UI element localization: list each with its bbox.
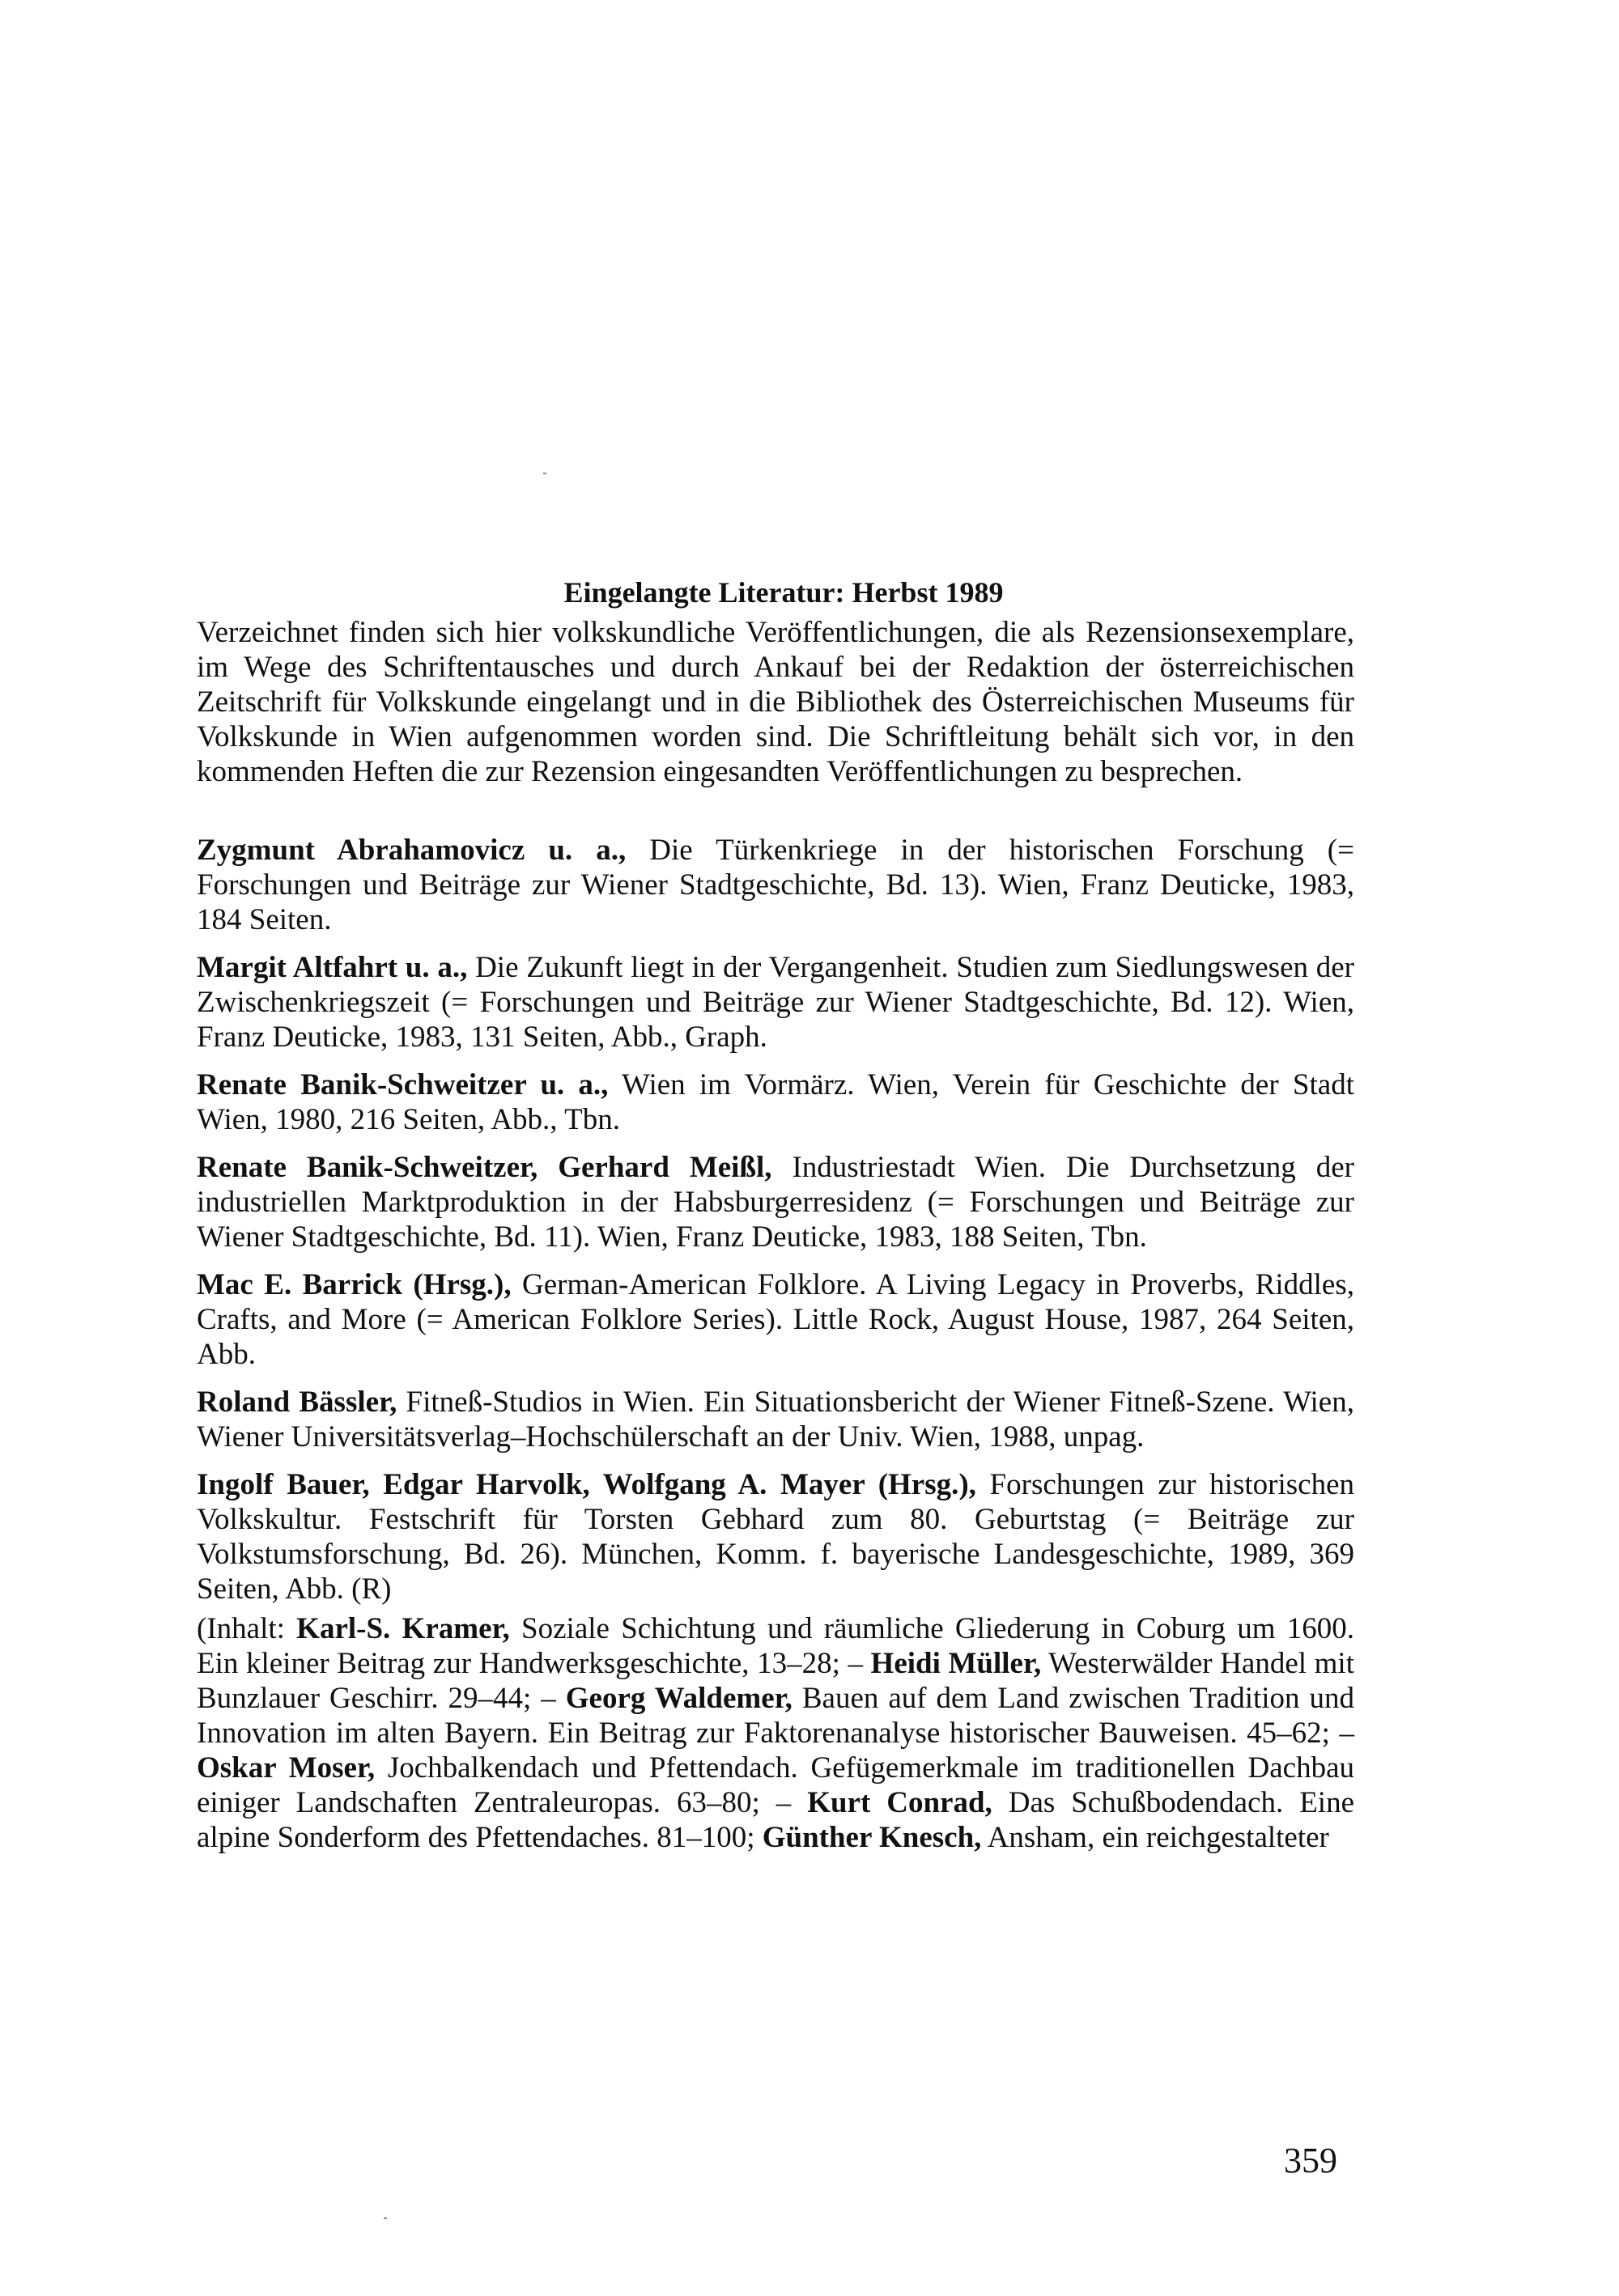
bibliography-entry [197, 950, 1354, 1055]
entry-author: Mac E. Barrick (Hrsg.), [197, 1268, 512, 1301]
entry-author: Margit Altfahrt u. a., [197, 951, 468, 984]
bibliography-entry [197, 1150, 1354, 1254]
entry-author: Roland Bässler, [197, 1386, 397, 1419]
contents-text: Ansham, ein reichgestalteter [981, 1821, 1329, 1854]
contents-author: Karl-S. Kramer, [296, 1612, 510, 1645]
contents-author: Heidi Müller, [870, 1647, 1042, 1680]
contents-text: Das Schußbodendach. Eine alpine Sonderform des Pfettendaches. 81–100; [197, 1786, 1355, 1854]
contents-paragraph [197, 1611, 1354, 1855]
bibliography-list [197, 833, 1354, 1606]
contents-author: Georg Waldemer, [565, 1682, 793, 1715]
bibliography-entry [197, 1385, 1354, 1454]
scan-speck [543, 473, 546, 474]
contents-author: Oskar Moser, [197, 1751, 376, 1785]
scan-speck [384, 2217, 387, 2219]
contents-author: Kurt Conrad, [807, 1786, 992, 1819]
contents-text: Bauen auf dem Land zwischen Tradition und Innovation im alten Bayern. Ein Beitrag zur Faktorenanalyse historischer Bauweisen. 45–62; – [197, 1682, 1354, 1750]
entry-text: Forschungen zur historischen Volkskultur. Festschrift für Torsten Gebhard zum 80. Geburtstag (= Beiträge zur Volkstumsforschung, Bd. 26). München, Komm. f. bayerische Landesgeschichte, 1989, 369 Seiten, Abb. (R) [197, 1468, 1354, 1606]
intro-paragraph: Verzeichnet finden sich hier volkskundliche Veröffentlichungen, die als Rezensionsexemplare, im Wege des Schriftentausches und durch Ankauf bei der Redaktion der österreichischen Zeitschrift für Volkskunde eingelangt und in die Bibliothek des Österreichischen Museums für Volkskunde in Wien aufgenommen worden sind. Die Schriftleitung behält sich vor, in den kommenden Heften die zur Rezension eingesandten Veröffentlichungen zu besprechen. [197, 616, 1354, 788]
contents-text: Westerwälder Handel mit Bunzlauer Geschirr. 29–44; – [197, 1647, 1354, 1715]
entry-author: Renate Banik-Schweitzer, Gerhard Meißl, [197, 1151, 772, 1184]
entry-text: German-American Folklore. A Living Legacy in Proverbs, Riddles, Crafts, and More (= American Folklore Series). Little Rock, August House, 1987, 264 Seiten, Abb. [197, 1268, 1354, 1371]
contents-text: Jochbalkendach und Pfettendach. Gefügemerkmale im traditionellen Dachbau einiger Landschaften Zentraleuropas. 63–80; – [197, 1751, 1355, 1819]
entry-author: Ingolf Bauer, Edgar Harvolk, Wolfgang A. Mayer (Hrsg.), [197, 1468, 976, 1501]
entry-text: Fitneß-Studios in Wien. Ein Situationsbericht der Wiener Fitneß-Szene. Wien, Wiener Universitätsverlag–Hochschülerschaft an der Univ. Wien, 1988, unpag. [197, 1386, 1354, 1454]
entry-text: Industriestadt Wien. Die Durchsetzung der industriellen Marktproduktion in der Habsburgerresidenz (= Forschungen und Beiträge zur Wiener Stadtgeschichte, Bd. 11). Wien, Franz Deuticke, 1983, 188 Seiten, Tbn. [197, 1151, 1354, 1254]
entry-author: Renate Banik-Schweitzer u. a., [197, 1068, 609, 1101]
contents-prefix: (Inhalt: [197, 1612, 297, 1645]
entry-text: Die Zukunft liegt in der Vergangenheit. Studien zum Siedlungswesen der Zwischenkriegszeit (= Forschungen und Beiträge zur Wiener Stadtgeschichte, Bd. 12). Wien, Franz Deuticke, 1983, 131 Seiten, Abb., Graph. [197, 951, 1354, 1054]
page-number: 359 [1284, 2141, 1337, 2180]
bibliography-entry [197, 1067, 1354, 1137]
contents-text: Soziale Schichtung und räumliche Gliederung in Coburg um 1600. Ein kleiner Beitrag zur Handwerksgeschichte, 13–28; – [197, 1612, 1355, 1680]
page-body [197, 575, 1354, 1868]
bibliography-entry [197, 1467, 1354, 1606]
entry-author: Zygmunt Abrahamovicz u. a., [197, 834, 627, 867]
entry-text: Die Türkenkriege in der historischen Forschung (= Forschungen und Beiträge zur Wiener Stadtgeschichte, Bd. 13). Wien, Franz Deuticke, 1983, 184 Seiten. [197, 834, 1354, 936]
page-heading: Eingelangte Literatur: Herbst 1989 [563, 576, 1004, 609]
bibliography-entry [197, 833, 1354, 937]
contents-author: Günther Knesch, [762, 1821, 982, 1854]
entry-text: Wien im Vormärz. Wien, Verein für Geschichte der Stadt Wien, 1980, 216 Seiten, Abb., Tbn. [197, 1068, 1354, 1136]
bibliography-entry [197, 1267, 1354, 1372]
